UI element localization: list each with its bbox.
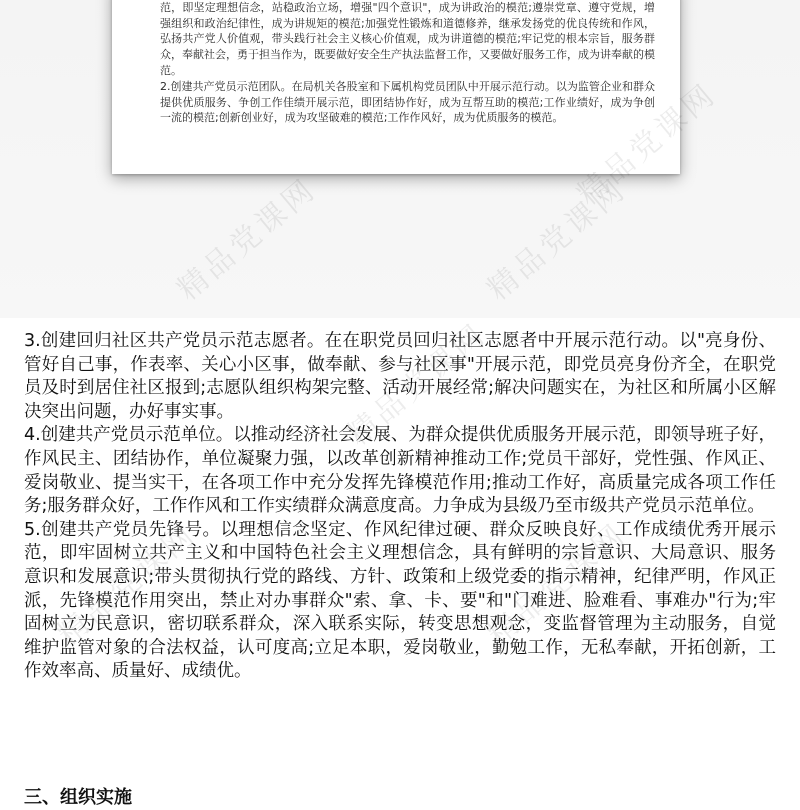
preview-paragraph: 2.创建共产党员示范团队。在局机关各股室和下属机构党员团队中开展示范行动。以为监管企业和群众提供优质服务、争创工作佳绩开展示范，即团结协作好，成为互帮互助的模范;工作业绩好，成为争创一流的模范;创新创业好，成为攻坚破难的模范;工作作风好，成为优质服务的模范。 [160,79,655,125]
section-heading: 三、组织实施 [24,787,132,808]
body-paragraph: 4.创建共产党员示范单位。以推动经济社会发展、为群众提供优质服务开展示范，即领导班子好，作风民主、团结协作，单位凝聚力强，以改革创新精神推动工作;党员干部好，党性强、作风正、爱岗敬业、提当实干，在各项工作中充分发挥先锋模范作用;推动工作好，高质量完成各项工作任务;服务群众好，工作作风和工作实绩群众满意度高。力争成为县级乃至市级共产党员示范单位。 [24,425,776,517]
watermark: 精品党课网 [340,316,494,453]
watermark: 精品党课网 [480,516,634,653]
watermark: 精品党课网 [50,516,204,653]
document-preview-area [0,0,800,318]
watermark: 精品党课网 [170,171,324,308]
preview-text [160,0,655,126]
document-preview-page [112,0,680,174]
watermark: 精品党课网 [480,171,634,308]
document-body [24,330,776,684]
body-paragraph: 3.创建回归社区共产党员示范志愿者。在在职党员回归社区志愿者中开展示范行动。以"亮身份、管好自己事，作表率、关心小区事，做奉献、参与社区事"开展示范，即党员亮身份齐全，在职党员及时到居住社区报到;志愿队组织构架完整、活动开展经常;解决问题实在，为社区和所属小区解决突出问题，办好事实事。 [24,331,776,422]
body-paragraph: 5.创建共产党员先锋号。以理想信念坚定、作风纪律过硬、群众反映良好、工作成绩优秀开展示范，即牢固树立共产主义和中国特色社会主义理想信念，具有鲜明的宗旨意识、大局意识、服务意识和发展意识;带头贯彻执行党的路线、方针、政策和上级党委的指示精神，纪律严明，作风正派，先锋模范作用突出，禁止对办事群众"索、拿、卡、要"和"门难进、脸难看、事难办"行为;牢固树立为民意识，密切联系群众，深入联系实际，转变思想观念，变监督管理为主动服务，自觉维护监管对象的合法权益，认可度高;立足本职，爱岗敬业，勤勉工作，无私奉献，开拓创新，工作效率高、质量好、成绩优。 [24,519,776,682]
preview-paragraph: 范，即坚定理想信念，站稳政治立场，增强"四个意识"，成为讲政治的模范;遵崇党章、遵守党规，增强组织和政治纪律性，成为讲规矩的模范;加强党性锻炼和道德修养，继承发扬党的优良传统和作风，弘扬共产党人价值观，带头践行社会主义核心价值观，成为讲道德的模范;牢记党的根本宗旨，服务群众，奉献社会，勇于担当作为，既要做好安全生产执法监督工作，又要做好服务工作，成为讲奉献的模范。 [160,0,655,77]
